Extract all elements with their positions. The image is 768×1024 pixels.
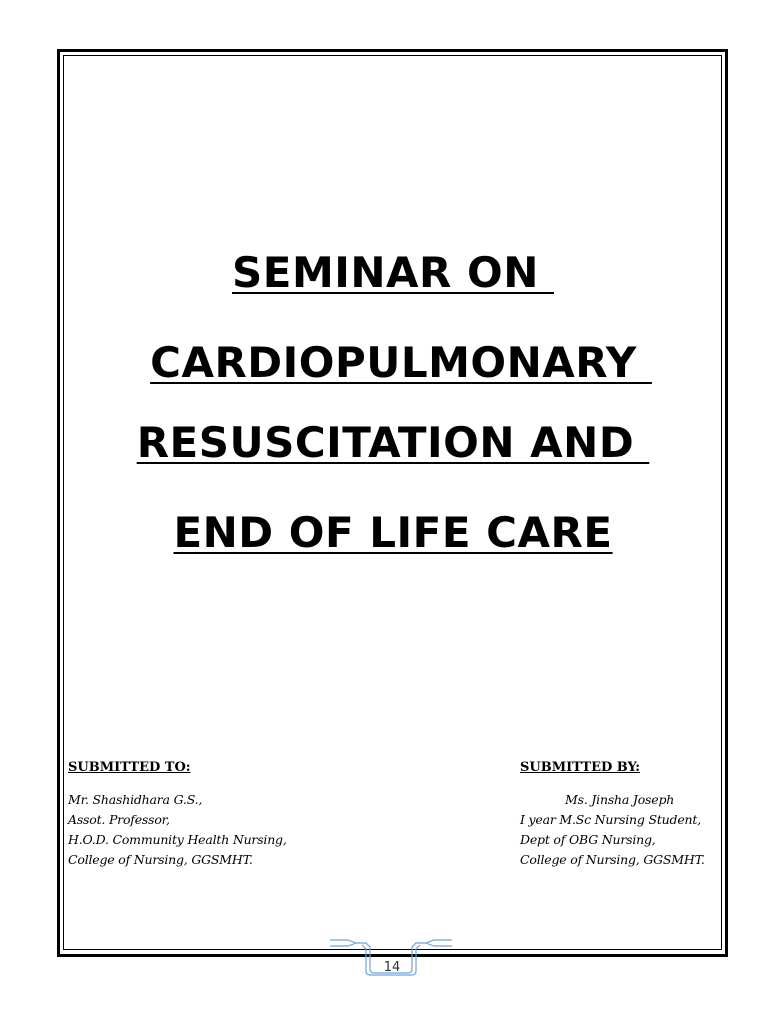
title-line-2: CARDIOPULMONARY <box>150 338 652 387</box>
title-line-3: RESUSCITATION AND <box>136 418 650 467</box>
submitted-by-name: Ms. Jinsha Joseph <box>565 792 675 807</box>
submitted-to-college: College of Nursing, GGSMHT. <box>68 852 253 867</box>
submitted-by-block <box>520 758 720 870</box>
submitted-to-heading: SUBMITTED TO: <box>68 760 191 775</box>
submitted-by-college: College of Nursing, GGSMHT. <box>520 852 705 867</box>
submitted-by-heading: SUBMITTED BY: <box>520 760 641 775</box>
submitted-to-designation: Assot. Professor, <box>68 812 170 827</box>
title-line-1: SEMINAR ON <box>232 248 554 297</box>
submitted-by-designation: I year M.Sc Nursing Student, <box>520 812 701 827</box>
submitted-to-name: Mr. Shashidhara G.S., <box>68 792 203 807</box>
title-line-4: END OF LIFE CARE <box>173 508 613 557</box>
submitted-to-department: H.O.D. Community Health Nursing, <box>68 832 287 847</box>
submitted-to-block <box>68 758 368 870</box>
submitted-by-department: Dept of OBG Nursing, <box>520 832 656 847</box>
page-number: 14 <box>383 960 401 975</box>
